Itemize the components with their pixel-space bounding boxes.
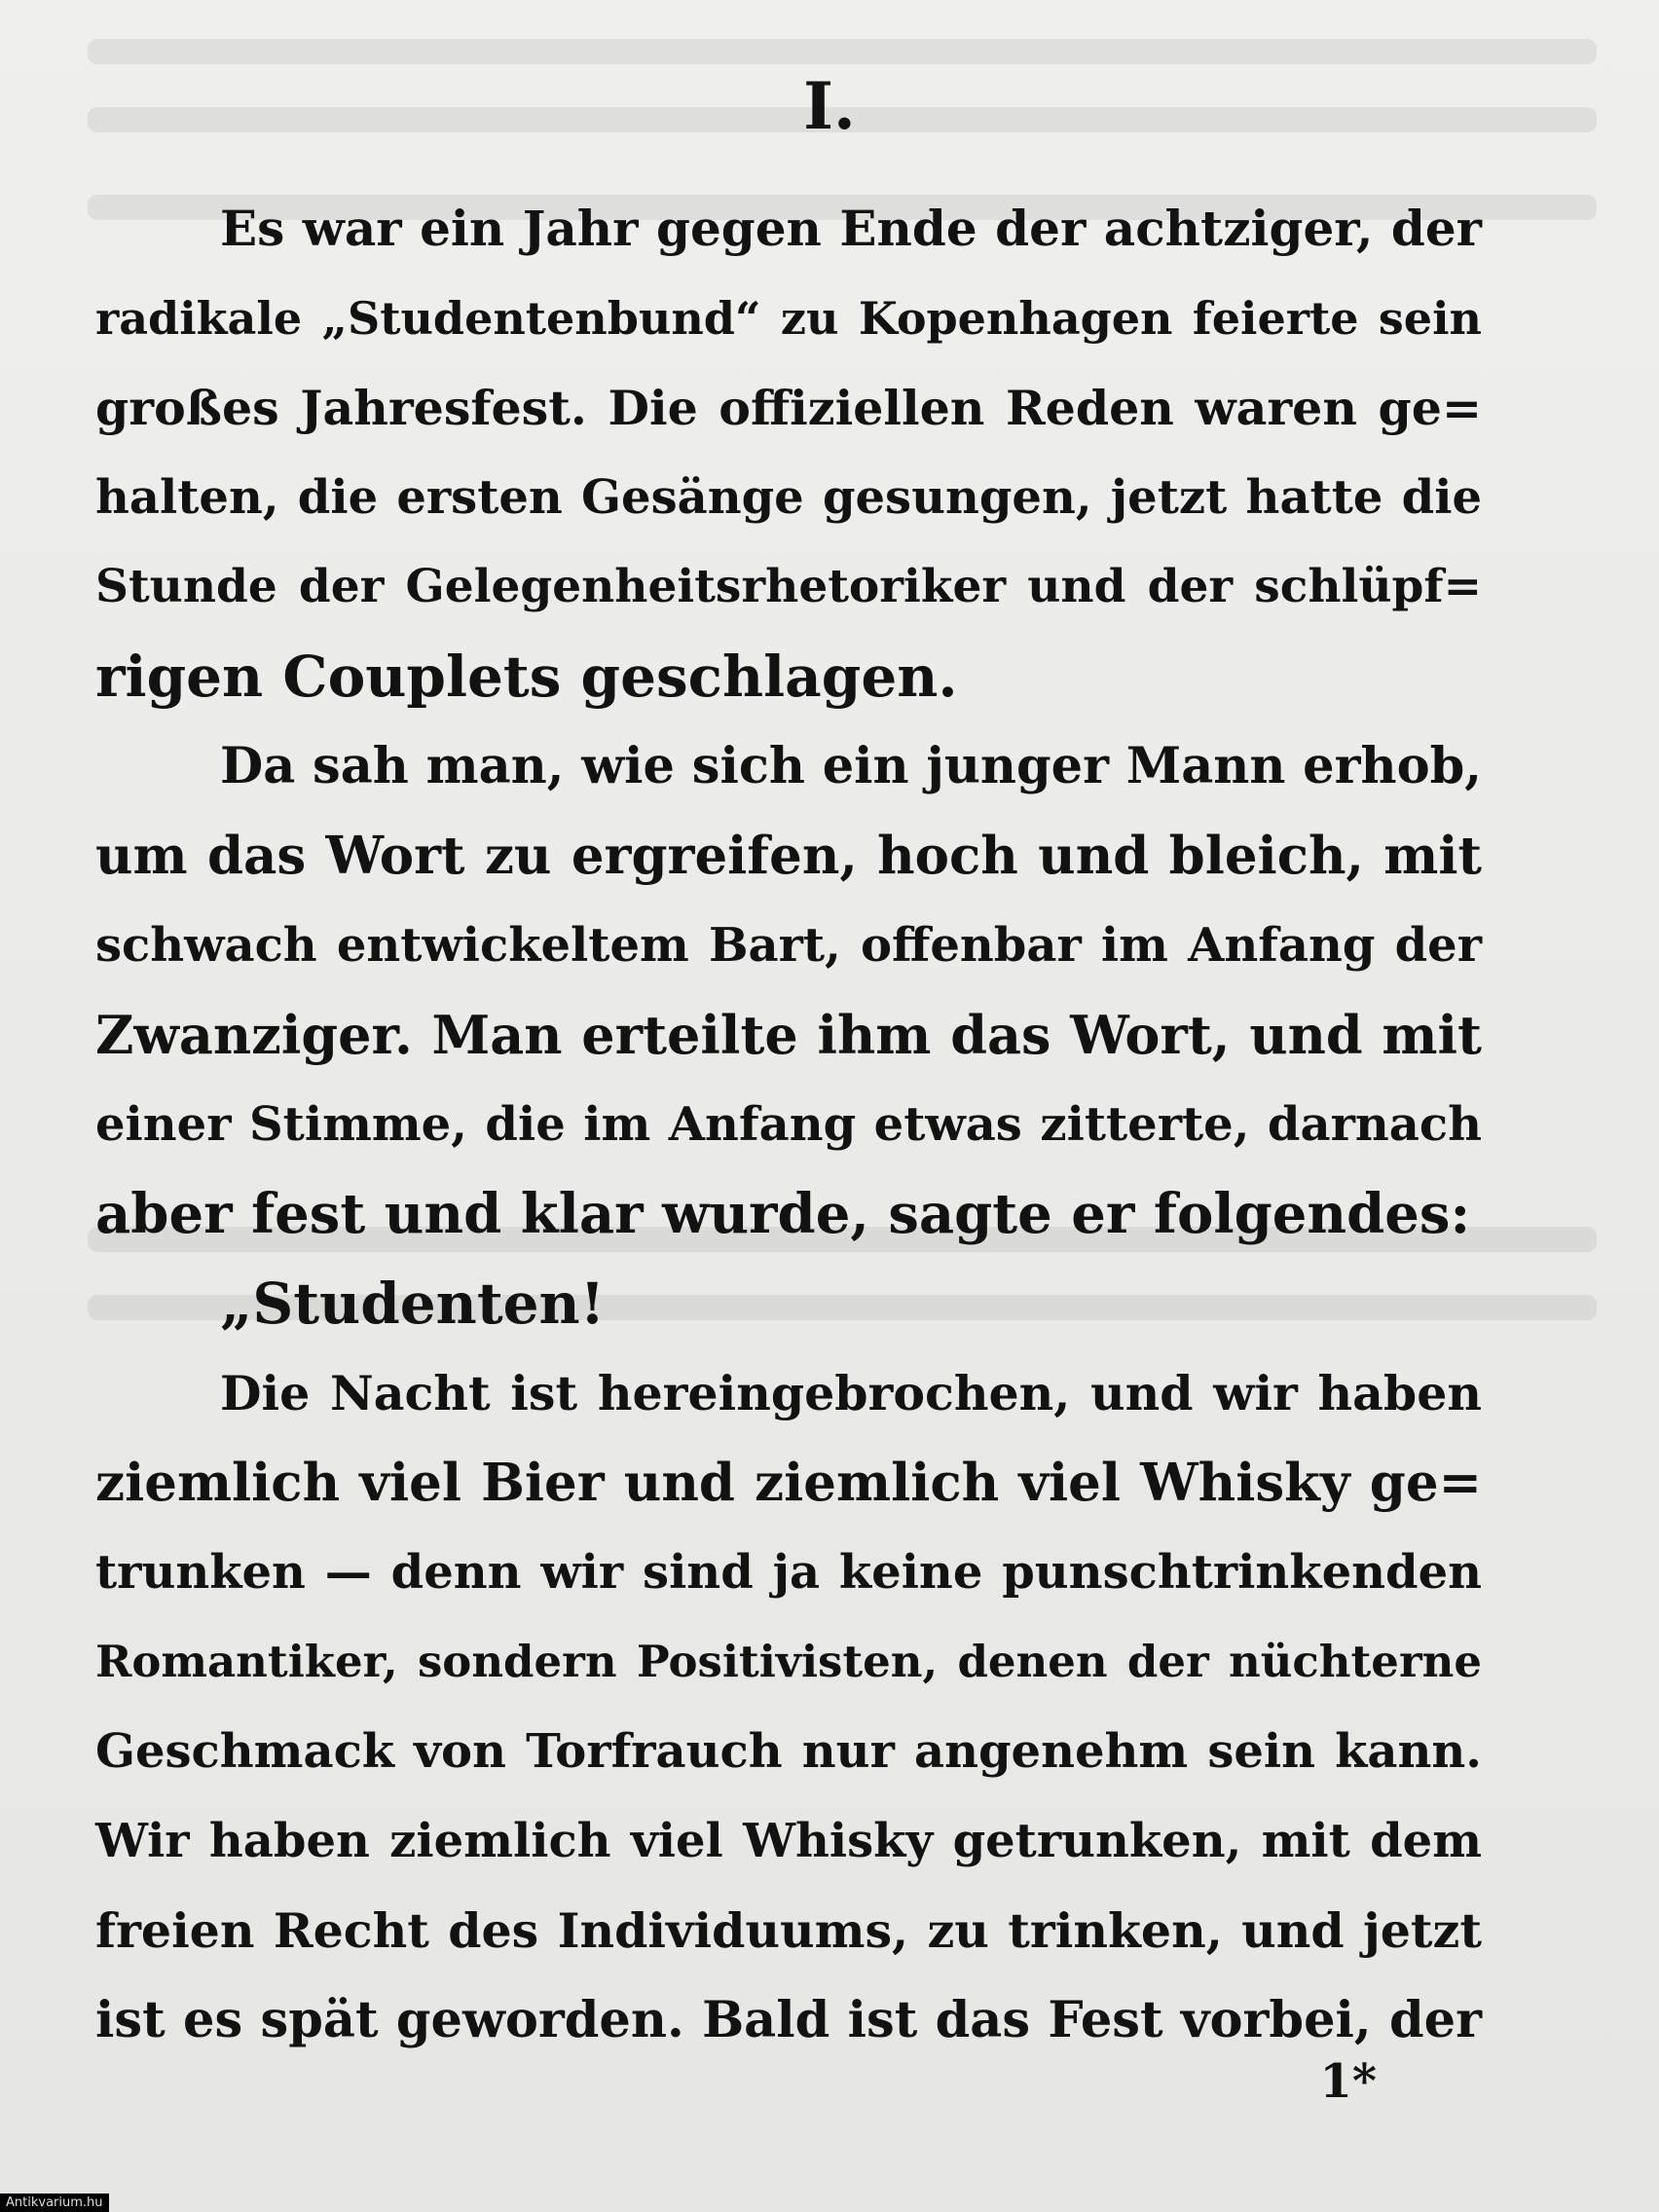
text-line: um das Wort zu ergreifen, hoch und bleich, mit bbox=[95, 826, 1482, 886]
text-line: Da sah man, wie sich ein junger Mann erhob, bbox=[220, 737, 1482, 795]
text-line: Geschmack von Torfrauch nur angenehm sein kann. bbox=[95, 1724, 1482, 1779]
text-line: Die Nacht ist hereingebrochen, und wir haben bbox=[220, 1365, 1482, 1421]
chapter-number: I. bbox=[803, 68, 856, 144]
text-line: aber fest und klar wurde, sagte er folgendes: bbox=[95, 1182, 1471, 1246]
signature-mark: 1* bbox=[1319, 2054, 1377, 2109]
text-line: rigen Couplets geschlagen. bbox=[95, 644, 958, 710]
text-line: Stunde der Gelegenheitsrhetoriker und der schlüpf= bbox=[95, 560, 1482, 613]
text-line: trunken — denn wir sind ja keine punschtrinkenden bbox=[95, 1545, 1482, 1600]
text-line: schwach entwickeltem Bart, offenbar im Anfang der bbox=[95, 918, 1482, 973]
text-line: freien Recht des Individuums, zu trinken, und jetzt bbox=[95, 1902, 1482, 1959]
text-line: halten, die ersten Gesänge gesungen, jetzt hatte die bbox=[95, 470, 1482, 525]
text-line: ist es spät geworden. Bald ist das Fest vorbei, der bbox=[95, 1991, 1482, 2049]
text-line: Zwanziger. Man erteilte ihm das Wort, und mit bbox=[95, 1004, 1482, 1066]
text-line: großes Jahresfest. Die offiziellen Reden waren ge= bbox=[95, 380, 1482, 436]
text-line: Romantiker, sondern Positivisten, denen der nüchterne bbox=[95, 1636, 1482, 1687]
watermark: Antikvarium.hu bbox=[0, 2194, 109, 2212]
text-line: ziemlich viel Bier und ziemlich viel Whisky ge= bbox=[95, 1453, 1482, 1513]
text-line: „Studenten! bbox=[220, 1271, 606, 1337]
text-line: Es war ein Jahr gegen Ende der achtziger, der bbox=[220, 200, 1482, 257]
text-line: einer Stimme, die im Anfang etwas zitterte, darnach bbox=[95, 1097, 1482, 1152]
text-line: radikale „Studentenbund“ zu Kopenhagen feierte sein bbox=[95, 292, 1482, 345]
text-line: Wir haben ziemlich viel Whisky getrunken, mit dem bbox=[95, 1814, 1482, 1868]
